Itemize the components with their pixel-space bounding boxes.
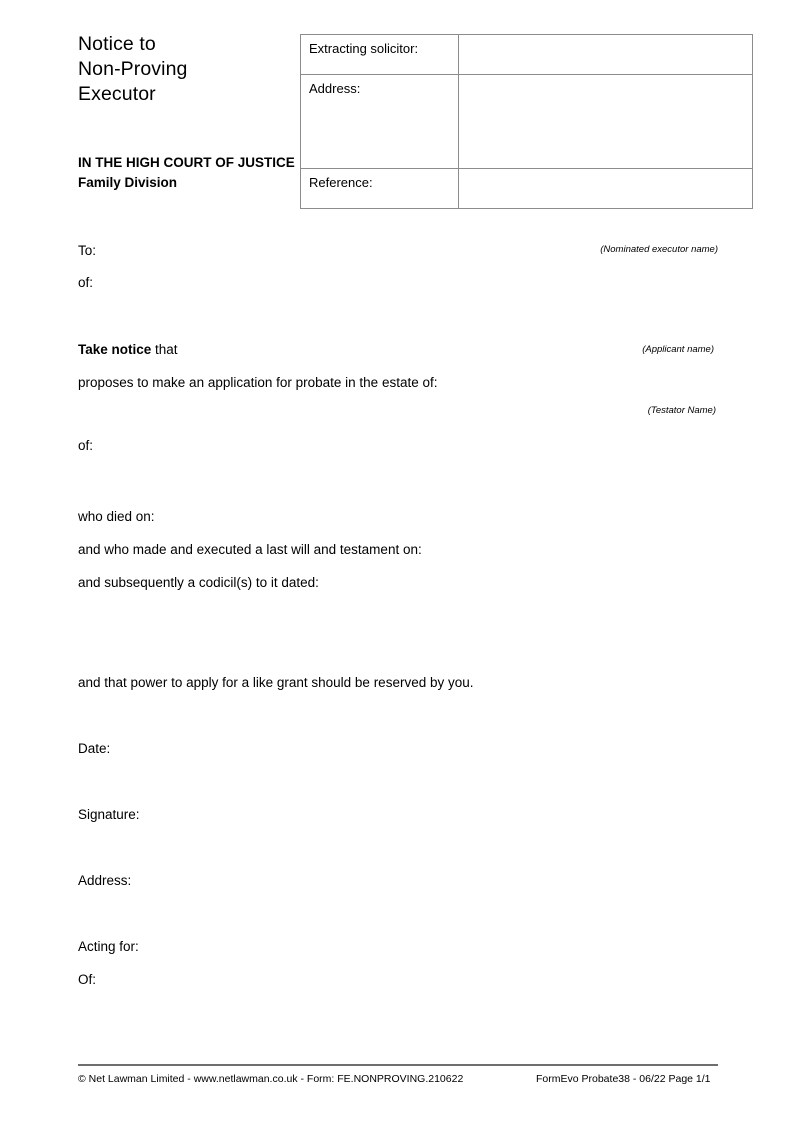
document-header — [0, 0, 800, 225]
court-name: IN THE HIGH COURT OF JUSTICE — [78, 155, 295, 170]
take-notice-bold: Take notice — [78, 342, 152, 357]
table-row — [301, 35, 753, 75]
signature-label: Signature: — [78, 807, 140, 822]
solicitor-address-field[interactable] — [459, 75, 753, 169]
testator-name-hint: (Testator Name) — [647, 405, 716, 416]
footer-copyright: © Net Lawman Limited - www.netlawman.co.uk - Form: FE.NONPROVING.210622 — [78, 1073, 464, 1085]
codicil-line: and subsequently a codicil(s) to it dated: — [78, 575, 319, 590]
table-row — [301, 75, 753, 169]
extracting-solicitor-table — [300, 34, 753, 209]
address-label: Address: — [78, 873, 132, 888]
of-label-testator: of: — [78, 438, 94, 453]
page-title-line-3: Executor — [78, 83, 156, 105]
solicitor-reference-label: Reference: — [301, 169, 459, 209]
page-title-line-2: Non-Proving — [78, 58, 188, 80]
page-title — [78, 32, 288, 107]
page-title-line-1: Notice to — [78, 33, 156, 55]
take-notice-rest: that — [151, 342, 178, 357]
of-label-acting: Of: — [78, 972, 97, 987]
document-footer — [78, 1064, 718, 1086]
proposes-application-line: proposes to make an application for probate in the estate of: — [78, 375, 438, 390]
date-label: Date: — [78, 741, 111, 756]
court-division: Family Division — [78, 174, 178, 190]
nominated-executor-hint: (Nominated executor name) — [600, 244, 718, 255]
solicitor-reference-field[interactable] — [459, 169, 753, 209]
of-label-recipient: of: — [78, 275, 94, 290]
extracting-solicitor-label: Extracting solicitor: — [301, 35, 459, 75]
footer-text-row — [78, 1072, 718, 1086]
footer-form-reference: FormEvo Probate38 - 06/22 Page 1/1 — [536, 1073, 711, 1085]
table-row — [301, 169, 753, 209]
applicant-name-hint: (Applicant name) — [642, 344, 714, 355]
court-heading — [78, 153, 298, 192]
acting-for-label: Acting for: — [78, 939, 139, 954]
to-label: To: — [78, 243, 97, 258]
died-on-line: who died on: — [78, 509, 155, 524]
take-notice-line — [78, 341, 178, 359]
solicitor-address-label: Address: — [301, 75, 459, 169]
power-reserved-line: and that power to apply for a like grant should be reserved by you. — [78, 675, 474, 690]
will-executed-line: and who made and executed a last will and testament on: — [78, 542, 422, 557]
footer-divider — [78, 1064, 718, 1066]
extracting-solicitor-field[interactable] — [459, 35, 753, 75]
